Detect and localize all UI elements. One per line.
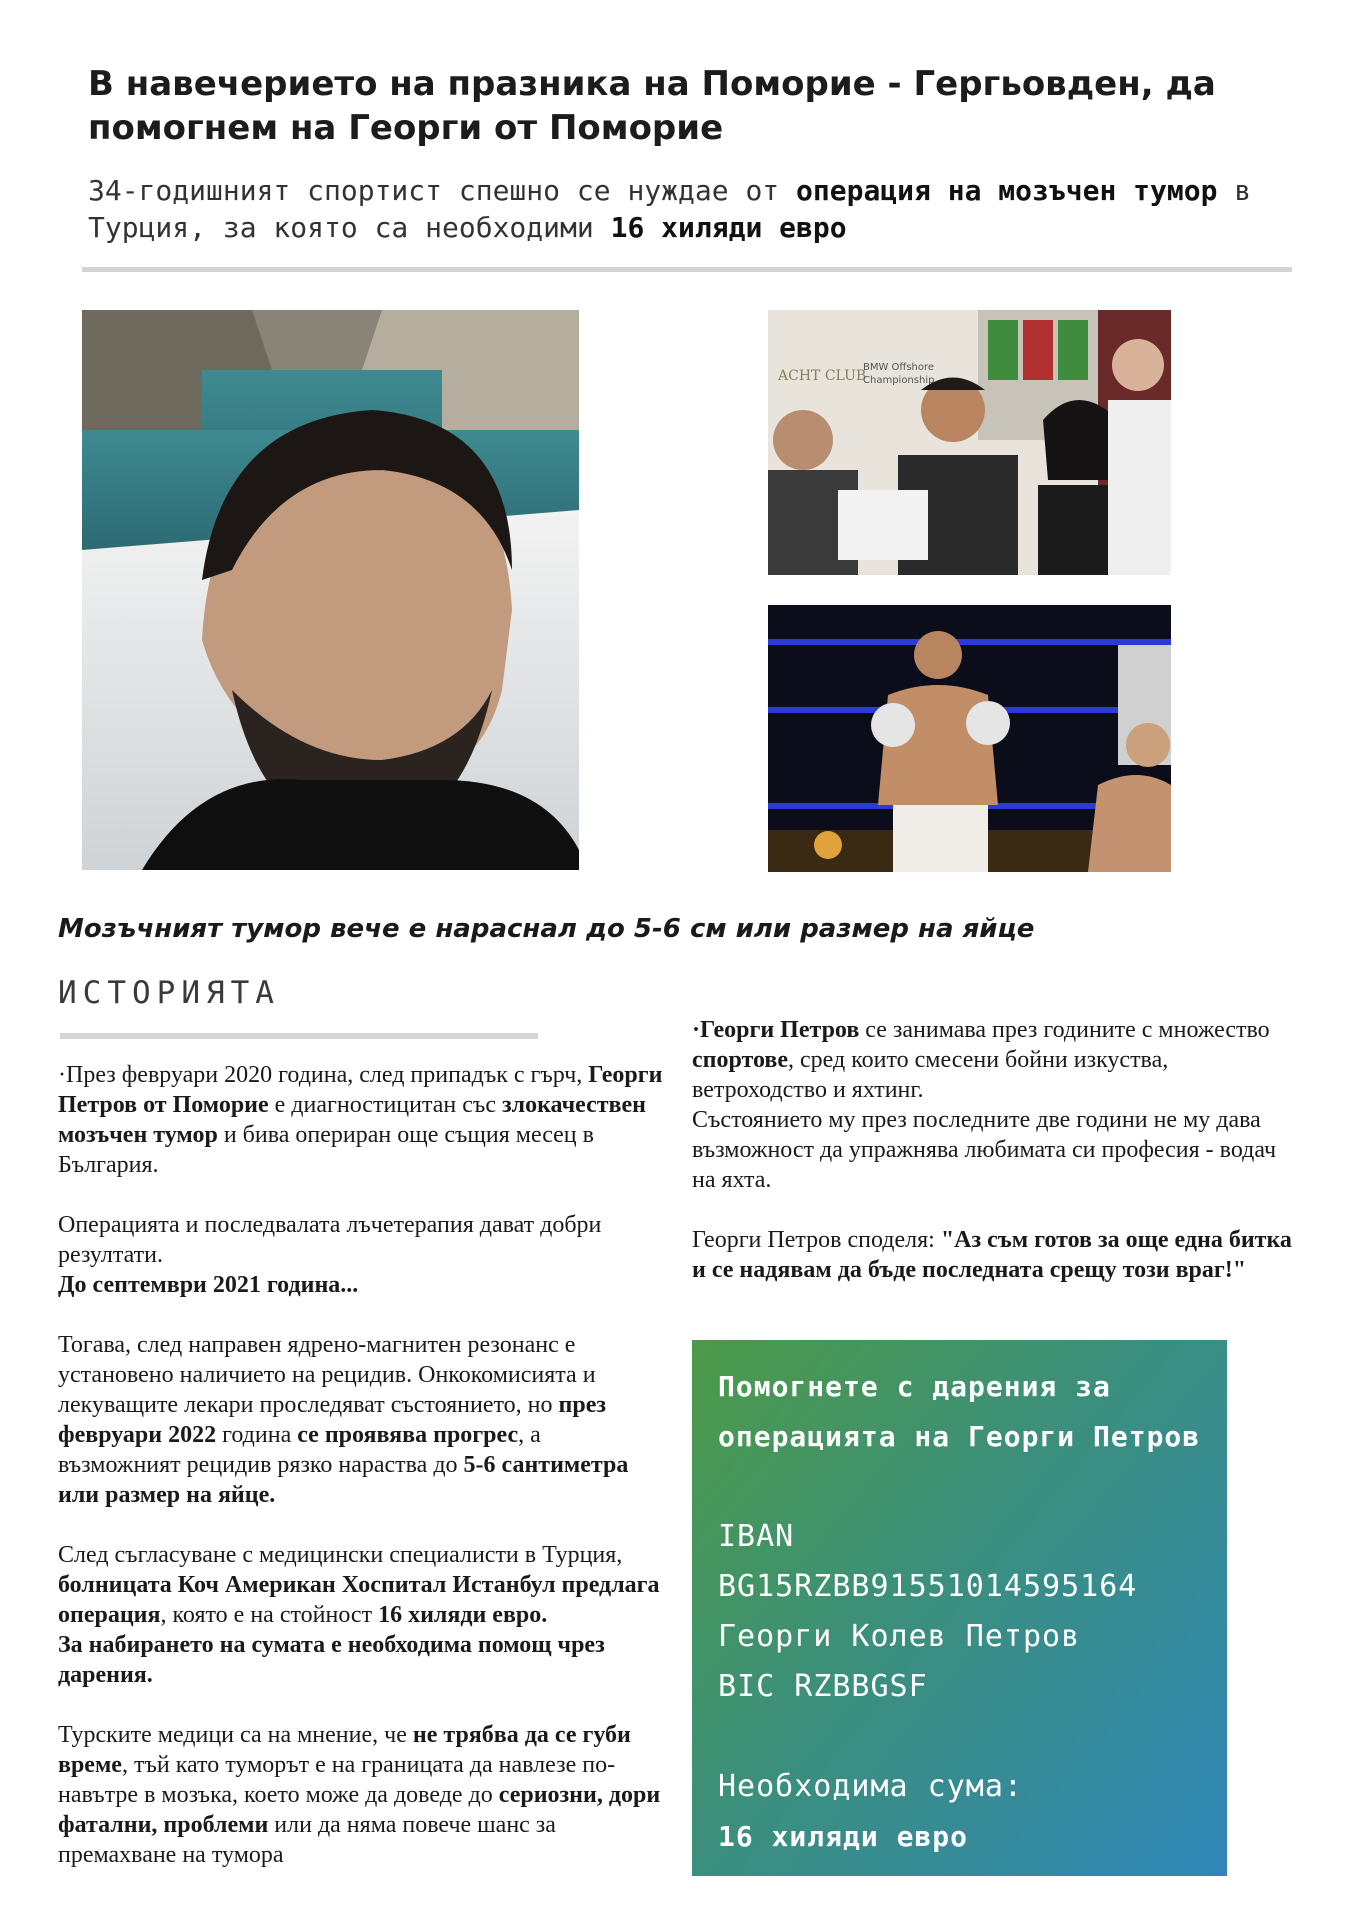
quote-paragraph xyxy=(692,1225,1302,1285)
portrait-photo xyxy=(82,310,579,870)
bold-run: се проявява прогрес xyxy=(297,1422,519,1448)
fight-photo xyxy=(768,605,1171,872)
banner-text: Championship xyxy=(863,375,935,386)
amount-value: 16 хиляди евро xyxy=(718,1820,969,1853)
bold-run: сериозни, дори фатални, проблеми xyxy=(58,1782,661,1838)
bold-run: За набирането на сумата е необходима помощ чрез дарения. xyxy=(58,1632,605,1688)
text-run: , тъй като туморът е на границата да навлезе по-навътре в мозъка, което може да доведе до xyxy=(58,1752,616,1808)
photo-caption: Мозъчният тумор вече е нараснал до 5-6 см или размер на яйце xyxy=(58,914,1035,944)
bold-run: Георги Петров от Поморие xyxy=(58,1062,663,1118)
text-run: е диагностицитан със xyxy=(268,1092,502,1118)
story-right-column xyxy=(692,1015,1302,1315)
section-divider xyxy=(60,1033,538,1039)
subheadline-text: в Турция, за която са необходими xyxy=(88,174,1252,244)
iban-value: BG15RZBB91551014595164 xyxy=(718,1569,1138,1604)
text-run: , сред които смесени бойни изкуства, ветроходство и яхтинг. xyxy=(692,1047,1169,1103)
text-run: и бива опериран още същия месец в България. xyxy=(58,1122,594,1178)
page-headline: В навечерието на празника на Поморие - Гергьовден, да помогнем на Георги от Поморие xyxy=(88,64,1216,148)
amount-label: Необходима сума: xyxy=(718,1769,1023,1804)
page-subheadline xyxy=(88,172,1328,246)
subheadline-text: 34-годишният спортист спешно се нуждае от xyxy=(88,174,797,207)
iban-label: IBAN xyxy=(718,1519,795,1554)
bold-run: не трябва да се губи време xyxy=(58,1722,631,1778)
donation-box xyxy=(692,1340,1227,1876)
bold-run: До септември 2021 година... xyxy=(58,1272,359,1298)
bold-run: 16 хиляди евро. xyxy=(378,1602,548,1628)
story-paragraph xyxy=(58,1330,668,1510)
bold-run: 5-6 сантиметра или размер на яйце. xyxy=(58,1452,629,1508)
bold-run: ·Георги Петров xyxy=(692,1017,860,1043)
text-run: година xyxy=(216,1422,298,1448)
text-run: ·През февруари 2020 година, след припадък с гърч, xyxy=(58,1062,589,1088)
bold-run: през февруари 2022 xyxy=(58,1392,607,1448)
bic-value: BIC RZBBGSF xyxy=(718,1669,928,1704)
text-run: , която е на стойност xyxy=(160,1602,379,1628)
bold-run: спортове xyxy=(692,1047,788,1073)
text-run: , а възможният рецидив рязко нараства до xyxy=(58,1422,541,1478)
story-paragraph xyxy=(58,1210,668,1300)
text-run: Георги Петров споделя: xyxy=(692,1227,941,1253)
subheadline-bold: операция на мозъчен тумор xyxy=(796,174,1218,207)
text-run: Турските медици са на мнение, че xyxy=(58,1722,413,1748)
story-left-column xyxy=(58,1060,668,1900)
bold-run: болницата Коч Американ Хоспитал Истанбул предлага операция xyxy=(58,1572,660,1628)
quote-text: "Аз съм готов за още една битка и се надявам да бъде последната срещу този враг!" xyxy=(692,1227,1292,1283)
bold-run: злокачествен мозъчен тумор xyxy=(58,1092,646,1148)
event-photo xyxy=(768,310,1171,575)
text-run: или да няма повече шанс за премахване на тумора xyxy=(58,1812,556,1868)
story-paragraph xyxy=(58,1540,668,1690)
banner-text: ACHT CLUB xyxy=(778,368,867,384)
account-holder: Георги Колев Петров xyxy=(718,1619,1081,1654)
header-divider xyxy=(82,267,1292,272)
text-run: Операцията и последвалата лъчетерапия дават добри резултати. xyxy=(58,1212,602,1268)
donation-title: Помогнете с дарения за xyxy=(718,1370,1111,1403)
banner-text: BMW Offshore xyxy=(863,362,935,373)
donation-title: операцията на Георги Петров xyxy=(718,1420,1201,1453)
subheadline-bold: 16 хиляди евро xyxy=(610,211,847,244)
story-paragraph xyxy=(58,1060,668,1180)
story-paragraph xyxy=(58,1720,668,1870)
text-run: След съгласуване с медицински специалисти в Турция, xyxy=(58,1542,623,1568)
story-paragraph xyxy=(692,1015,1302,1195)
section-title: ИСТОРИЯТА xyxy=(58,975,280,1011)
text-run: Тогава, след направен ядрено-магнитен резонанс е установено наличието на рецидив. Онкокомисията и лекуващите лекари проследяват състоянието, но xyxy=(58,1332,596,1418)
text-run: Състоянието му през последните две години не му дава възможност да упражнява любимата си професия - водач на яхта. xyxy=(692,1107,1277,1193)
text-run: се занимава през годините с множество xyxy=(859,1017,1270,1043)
